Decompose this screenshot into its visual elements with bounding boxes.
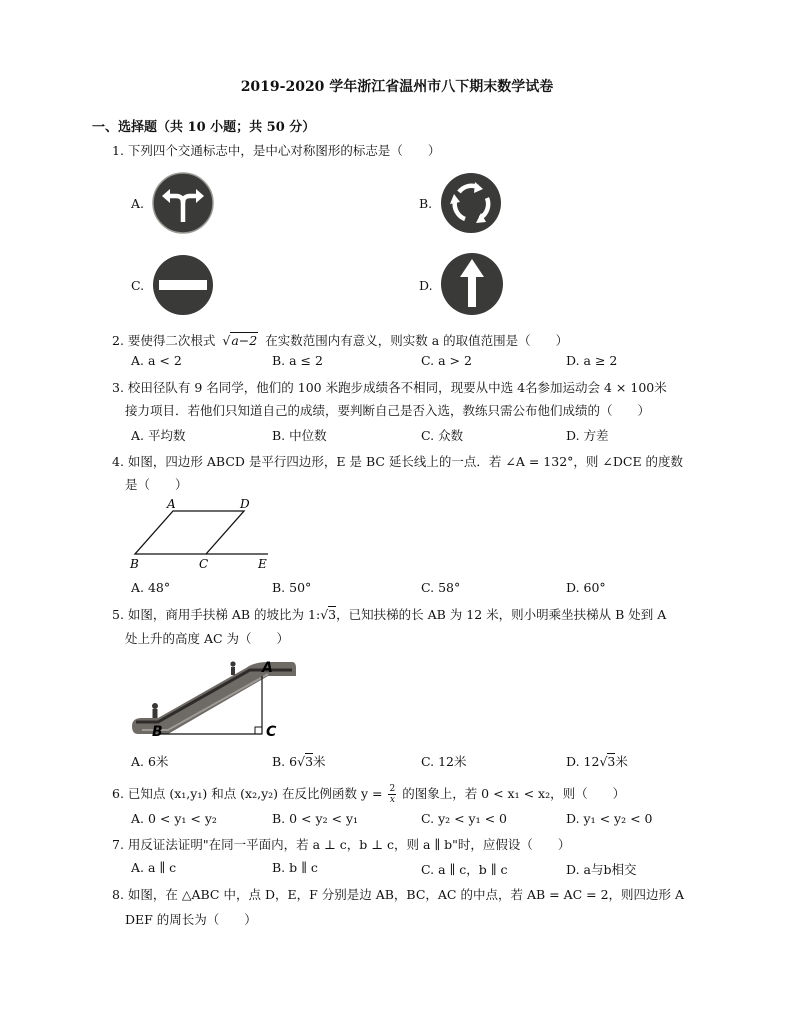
q5-option-b-unit: 米 (313, 754, 326, 769)
q5-option-d-text: D. 12 (566, 754, 600, 769)
q6-fraction (388, 784, 396, 805)
q4-option-c[interactable]: C. 58° (421, 580, 461, 595)
q6-option-d[interactable]: D. y₁ < y₂ < 0 (566, 811, 653, 826)
roundabout-sign-icon[interactable] (438, 170, 504, 236)
q6-option-b[interactable]: B. 0 < y₂ < y₁ (272, 811, 359, 826)
q6-option-a[interactable]: A. 0 < y₁ < y₂ (131, 811, 217, 826)
straight-ahead-sign-icon[interactable] (438, 250, 506, 318)
vertex-c-label: C (199, 557, 209, 571)
point-a-label: A (262, 660, 273, 676)
turn-left-right-sign-icon[interactable] (150, 170, 216, 236)
q5-option-a-text: A. 6米 (131, 754, 169, 769)
q4-line2: 是（ ） (125, 477, 188, 492)
q7-stem: 7. 用反证法证明"在同一平面内，若 a ⊥ c，b ⊥ c，则 a ∥ b"时，应假设（ ） (112, 837, 571, 852)
q1-option-a-label[interactable]: A. (131, 196, 145, 211)
q5-line1-a: 5. 如图，商用手扶梯 AB 的坡比为 1: (112, 607, 321, 622)
q2-radicand: a−2 (231, 333, 258, 348)
q3-option-c[interactable]: C. 众数 (421, 428, 464, 443)
q6-frac-num: 2 (389, 784, 396, 794)
point-b-label: B (152, 724, 163, 740)
vertex-a-label: A (167, 497, 176, 511)
q1-option-d-label[interactable]: D. (419, 278, 433, 293)
q7-option-c[interactable]: C. a ∥ c，b ∥ c (421, 862, 508, 877)
q2-stem (112, 331, 568, 351)
q6-stem-b: 的图象上，若 0 < x₁ < x₂，则（ ） (402, 786, 626, 801)
q7-option-b[interactable]: B. b ∥ c (272, 860, 318, 875)
q1-option-b-label[interactable]: B. (419, 196, 433, 211)
q5-option-c-text: C. 12米 (421, 754, 467, 769)
q2-option-b[interactable]: B. a ≤ 2 (272, 353, 323, 368)
q5-option-d[interactable]: D. 12√3米 (566, 754, 628, 769)
q2-option-a[interactable]: A. a < 2 (131, 353, 182, 368)
q6-frac-den: x (389, 795, 395, 805)
q6-stem (112, 784, 625, 805)
q5-option-b[interactable]: B. 6√3米 (272, 754, 326, 769)
q5-radical: √3 (320, 607, 337, 622)
q8-line2: DEF 的周长为（ ） (125, 912, 257, 927)
point-c-label: C (266, 724, 277, 740)
q7-option-d[interactable]: D. a与b相交 (566, 862, 637, 877)
q5-option-c[interactable] (421, 752, 466, 770)
q5-option-d-radicand: 3 (607, 754, 616, 769)
q8-line1: 8. 如图，在 △ABC 中，点 D，E，F 分别是边 AB，BC，AC 的中点，若 AB = AC = 2，则四边形 A (112, 887, 685, 902)
q2-option-c[interactable]: C. a > 2 (421, 353, 472, 368)
q3-option-d[interactable]: D. 方差 (566, 428, 609, 443)
page-title: 2019-2020 学年浙江省温州市八下期末数学试卷 (240, 79, 554, 95)
q3-line1: 3. 校田径队有 9 名同学，他们的 100 米跑步成绩各不相同，现要从中选 4名参加运动会 4 × 100米 (112, 380, 667, 395)
q1-option-c-label[interactable]: C. (131, 278, 145, 293)
q5-line2: 处上升的高度 AC 为（ ） (125, 631, 290, 646)
q3-line2: 接力项目．若他们只知道自己的成绩，要判断自己是否入选，教练只需公布他们成绩的（ ） (125, 403, 651, 418)
q6-option-c[interactable]: C. y₂ < y₁ < 0 (421, 811, 508, 826)
q5-option-a[interactable] (131, 752, 168, 770)
q2-stem-b: 在实数范围内有意义，则实数 a 的取值范围是（ ） (265, 333, 569, 348)
section-heading: 一、选择题（共 10 小题；共 50 分） (92, 120, 316, 135)
q7-option-a[interactable]: A. a ∥ c (131, 860, 177, 875)
q1-stem: 1. 下列四个交通标志中，是中心对称图形的标志是（ ） (112, 143, 441, 158)
q4-option-d[interactable]: D. 60° (566, 580, 606, 595)
q4-option-b[interactable]: B. 50° (272, 580, 312, 595)
q4-option-a[interactable]: A. 48° (131, 580, 171, 595)
q2-stem-a: 2. 要使得二次根式 (112, 333, 216, 348)
q3-option-b[interactable]: B. 中位数 (272, 428, 327, 443)
escalator-figure (128, 656, 298, 742)
vertex-d-label: D (240, 497, 250, 511)
parallelogram-figure (126, 496, 276, 572)
q5-line1 (112, 605, 666, 625)
q5-radicand: 3 (328, 607, 337, 622)
q5-line1-b: ，已知扶梯的长 AB 为 12 米，则小明乘坐扶梯从 B 处到 A (336, 607, 667, 622)
q6-stem-a: 6. 已知点 (x₁,y₁) 和点 (x₂,y₂) 在反比例函数 y = (112, 786, 383, 801)
q5-option-d-unit: 米 (615, 754, 628, 769)
q2-option-d[interactable]: D. a ≥ 2 (566, 353, 618, 368)
q2-radical: √a−2 (222, 333, 258, 348)
point-e-label: E (258, 557, 267, 571)
q4-line1: 4. 如图，四边形 ABCD 是平行四边形，E 是 BC 延长线上的一点．若 ∠A = 132°，则 ∠DCE 的度数 (112, 454, 684, 469)
no-entry-sign-icon[interactable] (150, 252, 216, 318)
q5-option-b-text: B. 6 (272, 754, 298, 769)
q3-option-a[interactable]: A. 平均数 (131, 428, 186, 443)
q5-option-b-radicand: 3 (305, 754, 314, 769)
vertex-b-label: B (130, 557, 139, 571)
